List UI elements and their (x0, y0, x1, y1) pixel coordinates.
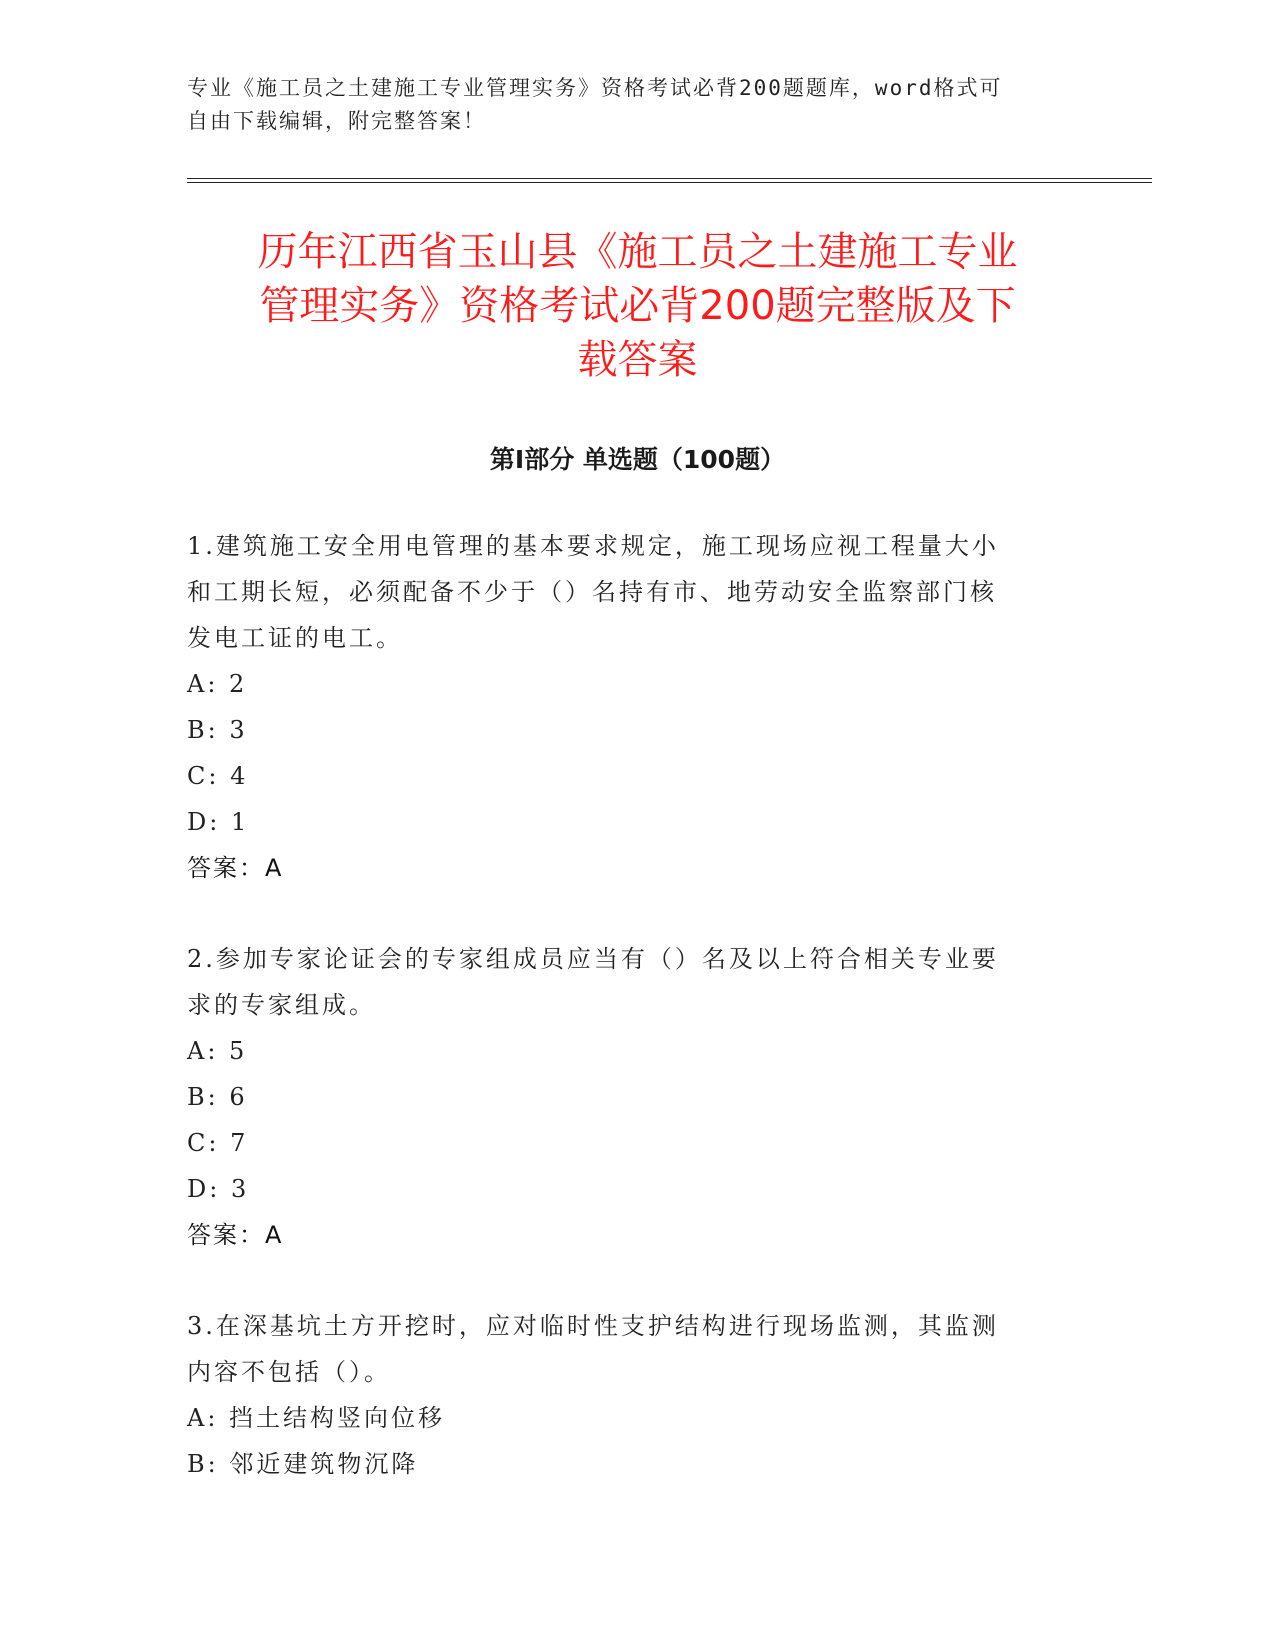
option-d: D: 1 (187, 808, 250, 836)
option-a: A: 挡土结构竖向位移 (187, 1404, 446, 1432)
document-title (160, 225, 1115, 387)
stem-line: 求的专家组成。 (187, 991, 376, 1019)
question-3 (187, 1303, 1067, 1487)
stem-line: 2.参加专家论证会的专家组成员应当有（）名及以上符合相关专业要 (187, 945, 999, 973)
title-line-2: 管理实务》资格考试必背200题完整版及下 (259, 283, 1016, 329)
option-a: A: 2 (187, 670, 248, 698)
intro-text (187, 72, 1067, 138)
question-2 (187, 936, 1067, 1258)
stem-line: 1.建筑施工安全用电管理的基本要求规定，施工现场应视工程量大小 (187, 532, 999, 560)
option-c: C: 4 (187, 762, 249, 790)
title-line-1: 历年江西省玉山县《施工员之土建施工专业 (257, 229, 1018, 275)
stem-line: 3.在深基坑土方开挖时，应对临时性支护结构进行现场监测，其监测 (187, 1312, 999, 1340)
option-d: D: 3 (187, 1175, 250, 1203)
answer: 答案：A (187, 1221, 284, 1249)
question-stem (187, 936, 1067, 1028)
question-1 (187, 523, 1067, 891)
intro-line-2: 自由下载编辑，附完整答案！ (187, 109, 486, 133)
option-a: A: 5 (187, 1037, 248, 1065)
option-b: B: 邻近建筑物沉降 (187, 1450, 419, 1478)
stem-line: 和工期长短，必须配备不少于（）名持有市、地劳动安全监察部门核 (187, 578, 997, 606)
option-b: B: 6 (187, 1083, 248, 1111)
header-divider-bottom (187, 182, 1152, 183)
option-c: C: 7 (187, 1129, 249, 1157)
stem-line: 内容不包括（）。 (187, 1358, 391, 1386)
header-divider-top (187, 178, 1152, 179)
option-b: B: 3 (187, 716, 248, 744)
question-stem (187, 1303, 1067, 1395)
section-heading: 第Ⅰ部分 单选题（100题） (489, 445, 786, 474)
title-line-3: 载答案 (577, 337, 698, 383)
intro-line-1: 专业《施工员之土建施工专业管理实务》资格考试必背200题题库，word格式可 (187, 76, 1003, 100)
answer: 答案：A (187, 854, 284, 882)
question-stem (187, 523, 1067, 661)
stem-line: 发电工证的电工。 (187, 624, 403, 652)
